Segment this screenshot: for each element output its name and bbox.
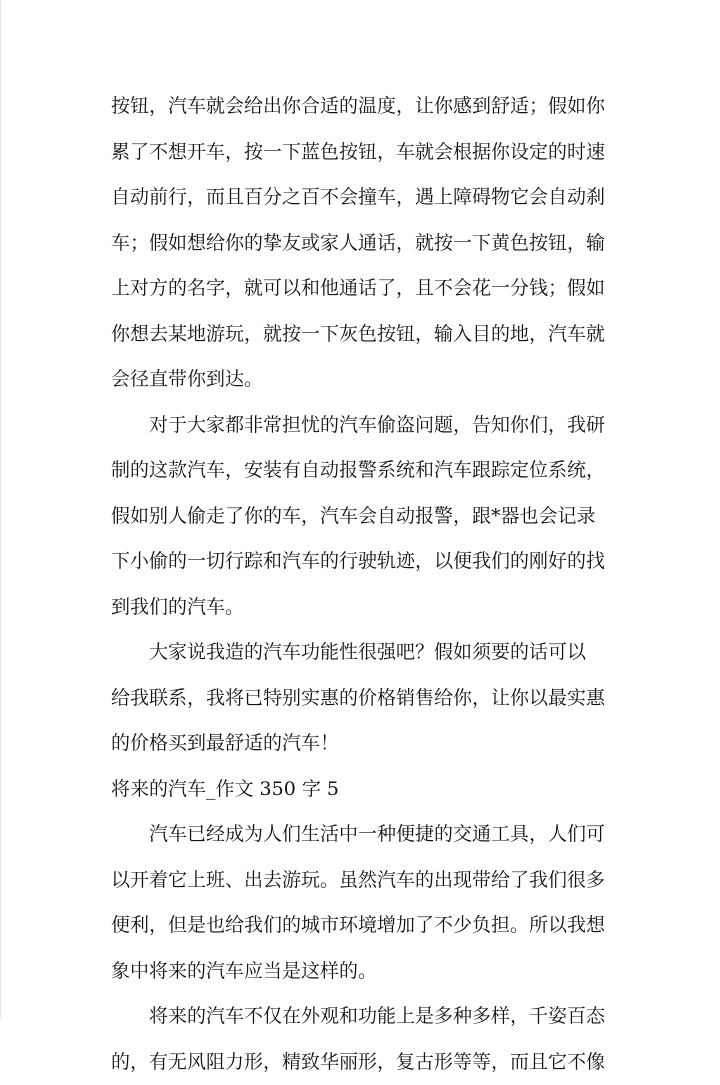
text-line: 上对方的名字，就可以和他通话了，且不会花一分钱；假如	[111, 266, 611, 312]
paragraph-first-line: 对于大家都非常担忧的汽车偷盗问题，告知你们，我研	[111, 403, 611, 449]
text-line: 制的这款汽车，安装有自动报警系统和汽车跟踪定位系统，	[111, 448, 611, 494]
text-line: 自动前行，而且百分之百不会撞车，遇上障碍物它会自动刹	[111, 175, 611, 221]
text-line: 车；假如想给你的挚友或家人通话，就按一下黄色按钮，输	[111, 221, 611, 267]
text-line: 累了不想开车，按一下蓝色按钮，车就会根据你设定的时速	[111, 130, 611, 176]
text-line: 到我们的汽车。	[111, 585, 611, 631]
document-body	[111, 84, 611, 1085]
text-line: 会径直带你到达。	[111, 357, 611, 403]
text-line: 按钮，汽车就会给出你合适的温度，让你感到舒适；假如你	[111, 84, 611, 130]
text-line: 的，有无风阻力形，精致华丽形，复古形等等，而且它不像	[111, 1040, 611, 1085]
text-line: 假如别人偷走了你的车，汽车会自动报警，跟*器也会记录	[111, 494, 611, 540]
text-line: 以开着它上班、出去游玩。虽然汽车的出现带给了我们很多	[111, 858, 611, 904]
text-line: 象中将来的汽车应当是这样的。	[111, 949, 611, 995]
text-line: 便利，但是也给我们的城市环境增加了不少负担。所以我想	[111, 903, 611, 949]
section-heading: 将来的汽车_作文 350 字 5	[111, 767, 611, 813]
paragraph-first-line: 大家说我造的汽车功能性很强吧？假如须要的话可以	[111, 630, 611, 676]
paragraph-first-line: 将来的汽车不仅在外观和功能上是多种多样，千姿百态	[111, 994, 611, 1040]
text-line: 给我联系，我将已特别实惠的价格销售给你，让你以最实惠	[111, 676, 611, 722]
text-line: 你想去某地游玩，就按一下灰色按钮，输入目的地，汽车就	[111, 312, 611, 358]
text-line: 的价格买到最舒适的汽车！	[111, 721, 611, 767]
paragraph-first-line: 汽车已经成为人们生活中一种便捷的交通工具，人们可	[111, 812, 611, 858]
text-line: 下小偷的一切行踪和汽车的行驶轨迹，以便我们的刚好的找	[111, 539, 611, 585]
